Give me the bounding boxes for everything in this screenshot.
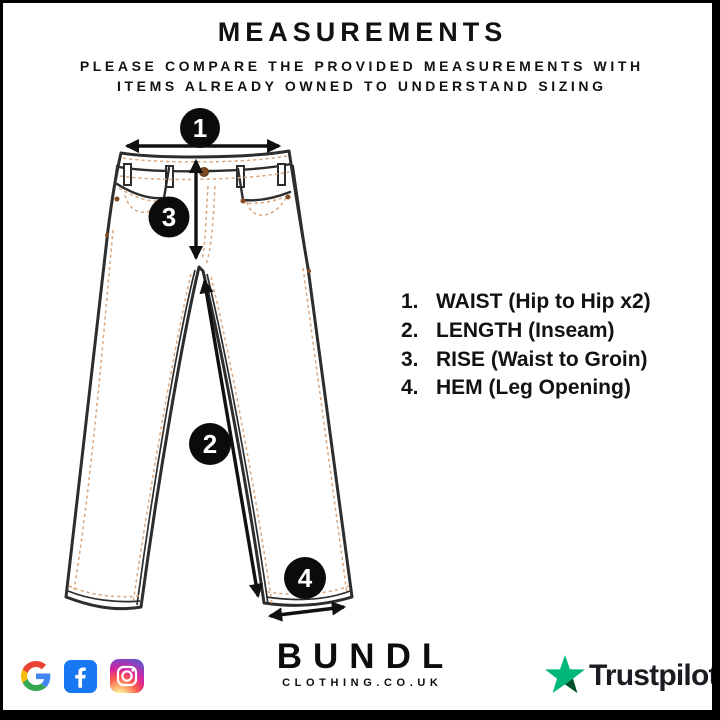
legend-item-number: 1. <box>401 290 419 314</box>
instagram-icon <box>110 659 144 693</box>
marker-3-number: 3 <box>161 202 177 232</box>
brand-domain: CLOTHING.CO.UK <box>282 677 443 689</box>
legend-item <box>401 288 651 317</box>
legend-item-label: LENGTH (Inseam) <box>436 319 615 343</box>
legend-item-label: RISE (Waist to Groin) <box>436 347 648 371</box>
jeans-drawing <box>66 151 352 609</box>
jeans-diagram <box>40 95 380 640</box>
legend-item-number: 4. <box>401 376 419 400</box>
marker-4-number: 4 <box>297 563 313 593</box>
trustpilot-star-icon <box>544 655 586 697</box>
header <box>0 17 720 96</box>
marker-2-number: 2 <box>202 429 218 459</box>
page-title: MEASUREMENTS <box>217 17 508 47</box>
social-icons <box>21 659 144 693</box>
trustpilot-logo <box>544 655 718 697</box>
google-icon <box>21 661 51 691</box>
legend-item <box>401 345 651 374</box>
measurement-legend <box>401 288 651 403</box>
jeans-button <box>200 168 209 177</box>
legend-item-label: HEM (Leg Opening) <box>436 376 631 400</box>
legend-item-number: 2. <box>401 319 419 343</box>
marker-1-number: 1 <box>192 113 208 143</box>
trustpilot-wordmark: Trustpilot <box>589 659 718 692</box>
subtitle-line-1: PLEASE COMPARE THE PROVIDED MEASUREMENTS WITH <box>79 58 644 74</box>
brand-name: BUNDL <box>276 637 455 676</box>
brand-logo <box>266 638 454 689</box>
legend-item-number: 3. <box>401 347 419 371</box>
legend-item <box>401 317 651 346</box>
legend-item <box>401 374 651 403</box>
facebook-icon <box>64 660 97 693</box>
subtitle-line-2: ITEMS ALREADY OWNED TO UNDERSTAND SIZING <box>116 78 607 94</box>
legend-item-label: WAIST (Hip to Hip x2) <box>436 290 651 314</box>
hem-arrow <box>270 607 344 616</box>
